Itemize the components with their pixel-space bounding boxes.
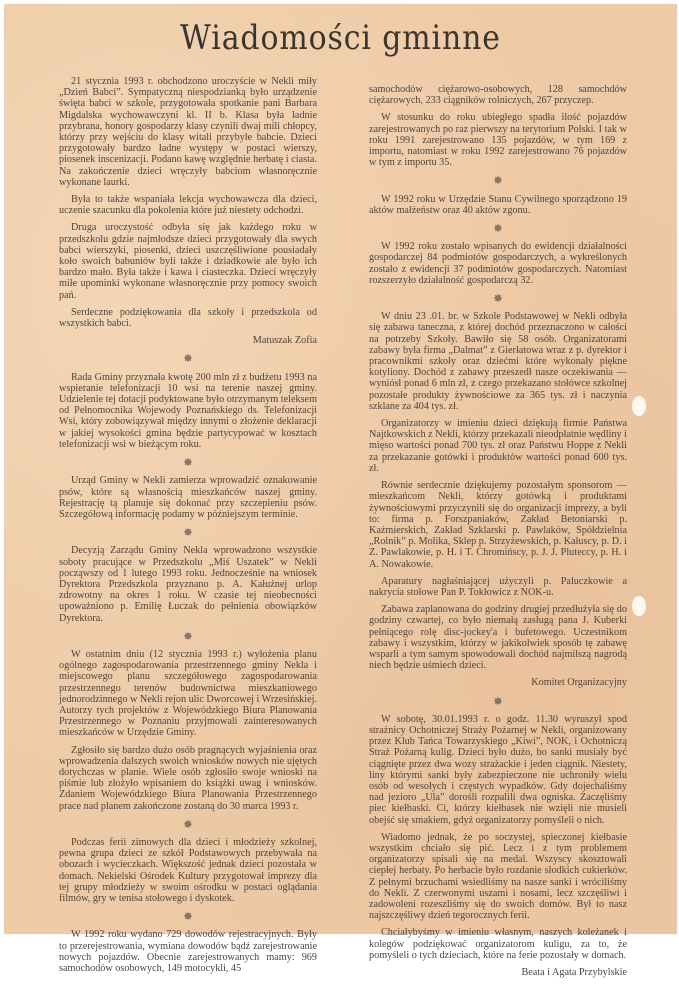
paragraph: 21 stycznia 1993 r. obchodzono uroczyście w Nekli miły „Dzień Babci”. Sympatyczną niespodzianką było urządzenie święta babci w szkole, przygotowała spotkanie pani Barbara Migdalska wychowawczyni kl. II b. Klasa była ładnie przybrana, honory gospodarzy klasy czynili dwaj mili chłopcy, którzy przy wejściu do klasy witali przybyłe babcie. Dzieci przygotowały bardzo ładne występy w postaci wierszy, piosenek inscenizacji. Podano kawę względnie herbatę i ciasta. Na zakończenie dzieci wręczyły babciom własnoręcznie wykonane laurki.: [59, 76, 317, 188]
right-column: [369, 84, 627, 984]
article-telefonizacja: Rada Gminy przyznała kwotę 200 mln zł z budżetu 1993 na wspieranie telefonizacji 10 wsi na terenie naszej gminy. Udzielenie tej dotacji podyktowane było otrzymanym teleksem od Pełnomocnika Wojewody Poznańskiego ds. Telefonizacji Wsi, który zobowiązywał między innymi o złożenie deklaracji w jakiej wysokości gmina będzie partycypować w kosztach telefonizacji wsi w bieżącym roku.: [59, 371, 318, 450]
paragraph: Była to także wspaniała lekcja wychowawcza dla dzieci, uczenie szacunku dla pokolenia które już niestety odchodzi.: [59, 194, 317, 217]
page-title: Wiadomości gminne: [180, 18, 501, 58]
separator-star-icon: ✵: [183, 818, 193, 831]
paragraph: Serdeczne podziękowania dla szkoły i przedszkola od wszystkich babci.: [59, 306, 317, 330]
paragraph: Druga uroczystość odbyła się jak każdego roku w przedszkolu gdzie najmłodsze dzieci przygotowały dla swych babci wierszyki, piosenki, dzieci uszczęśliwione pousiadały koło swoich babuniów byli także i dziadkowie ale było ich bardzo mało. Była także i kawa i ciasteczka. Dzieci wręczyły miłe upominki wykonane własnoręcznie przy pomocy swoich pań.: [59, 222, 317, 301]
paragraph: Organizatorzy w imieniu dzieci dziękują firmie Państwa Najtkowskich z Nekli, którzy przekazali nieodpłatnie wędliny i mięso wartości ponad 700 tys. zł oraz Państwu Hoppe z Nekli za przekazanie gotówki i produktów wartości ponad 600 tys. zł.: [369, 418, 628, 474]
paragraph: W sobotę, 30.01.1993 r. o godz. 11.30 wyruszył spod strażnicy Ochotniczej Straży Pożarnej w Nekli, organizowany przez Klub Tańca Towarzyskiego „Kiwi”, NOK, i Ochotniczą Straż Pożarną kulig. Dzieci było dużo, bo sanki musiały być ciągnięte przez dwa wozy strażackie i jeden ciągnik. Niestety, liny którymi sanki były zabezpieczone nie uchroniły wielu osób od wesołych i częstych wypadków. Gdy dojechaliśmy nad jezioro „Ula” dorośli rozpalili dwa ogniska. Zaczęliśmy piec kiełbaski. Ci, którzy kiełbasek nie wzięli nie musieli obejść się smakiem, gdyż organizatorzy pomyśleli o nich.: [369, 713, 627, 826]
separator-star-icon: ✵: [493, 223, 503, 236]
newspaper-clipping: [4, 4, 677, 979]
separator-star-icon: ✵: [493, 695, 503, 708]
signature: Matuszak Zofia: [252, 335, 317, 347]
separator-star-icon: ✵: [183, 630, 193, 643]
paper-hole: [632, 596, 646, 616]
paragraph: Aparatury nagłaśniającej użyczyli p. Paluczkowie a nakrycia stołowe Pan P. Tokłowicz z NOK-u.: [369, 575, 627, 598]
paragraph: Zabawa zaplanowana do godziny drugiej przedłużyła się do godziny czwartej, co było niemałą zasługą pana J. Kuberki pełniącego rolę disc-jockey'a i bufetowego. Uczestnikom zabawy i wszystkim, którzy w jakikolwiek sposób tę zabawę wsparli a tym samym spowodowali dochód najmilszą nagrodą niech będzie uśmiech dzieci.: [369, 604, 627, 672]
article-plan-zagospodarowania: [59, 649, 317, 812]
signature: Beata i Agata Przybylskie: [521, 967, 627, 979]
article-zabawa-taneczna: [369, 311, 627, 688]
left-column: [59, 76, 317, 980]
signature: Komitet Organizacyjny: [531, 677, 627, 689]
paragraph: Równie serdecznie dziękujemy pozostałym sponsorom — mieszkańcom Nekli, którzy gotówką i produktami żywnościowymi przyczynili się do organizacji imprezy, a byli to: firma p. Forszpaniaków, Zakład Betoniarski p. Kaźmierskich, Zakład Szklarski p. Pawlaków, Spółdzielnia „Rolnik” p. Molika, Sklep p. Strzyżewskich, p. Kałuscy, p. D. i Z. Pawlakowie, p. H. i T. Chromińscy, p. J. J. Pluteccy, p. H. i A. Nowakowie.: [369, 480, 627, 570]
separator-star-icon: ✵: [183, 457, 193, 470]
article-dzien-babci: [59, 76, 317, 346]
separator-star-icon: ✵: [183, 911, 193, 924]
article-ferie: Podczas ferii zimowych dla dzieci i młodzieży szkolnej, pewna grupa dzieci ze szkół Podstawowych przebywała na obozach i wycieczkach. Większość jednak dzieci pozostała w domach. Nekielski Ośrodek Kultury przygotował imprezy dla tej grupy młodzieży w swoim ośrodku w postaci oglądania filmów, gry w tenisa stołowego i dyskotek.: [59, 836, 317, 904]
paragraph: W ostatnim dniu (12 stycznia 1993 r.) wyłożenia planu ogólnego zagospodarowania przestrzennego gminy Nekla i miejscowego planu szczegółowego zagospodarowania przestrzennego terenów budownictwa mieszkaniowego jednorodzinnego w Nekli rejon ulic Dworcowej i Wrzesińskiej. Autorzy tych projektów z Wojewódzkiego Biura Planowania Przestrzennego w Poznaniu przyjmowali zainteresowanych mieszkańców w Urzędzie Gminy.: [59, 648, 317, 739]
paragraph: Zgłosiło się bardzo dużo osób pragnących wyjaśnienia oraz wprowadzenia dalszych swoich wniosków nowych nie ujętych dotychczas w planie. Wiele osób zgłosiło swoje wnioski na piśmie lub złożyło wpisaniem do książki uwag i wniosków. Zdaniem Wojewódzkiego Biura Planowania Przestrzennego prace nad planem zakończone zostaną do 30 marca 1993 r.: [59, 744, 317, 812]
article-usc: W 1992 roku w Urzędzie Stanu Cywilnego sporządzono 19 aktów małżeństw oraz 40 aktów zgonu.: [369, 193, 627, 216]
article-kulig: [369, 714, 627, 978]
paragraph: Wiadomo jednak, że po soczystej, spieczonej kiełbasie wszystkim chciało się pić. Lecz i z tym problemem organizatorzy spisali się na medal. Wszyscy skosztowali ciepłej herbaty. Po herbacie było rozdanie słodkich cukierków. Z pełnymi brzuchami wsiedliśmy na nasze sanki i wróciliśmy do Nekli. Z czerwonymi uszami i nosami, lecz szczęśliwi i zadowoleni rozeszliśmy się do swoich domów. Był to nasz najszczęśliwy dzień tegorocznych ferii.: [369, 831, 627, 922]
article-rejestracja-pojazdow: W 1992 roku wydano 729 dowodów rejestracyjnych. Były to przerejestrowania, wymiana dowodów bądź zarejestrowanie nowych pojazdów. Obecnie zarejestrowanych mamy: 969 samochodów osobowych, 149 motocykli, 45: [59, 929, 317, 975]
separator-star-icon: ✵: [493, 293, 503, 306]
separator-star-icon: ✵: [183, 527, 193, 540]
separator-star-icon: ✵: [183, 353, 193, 366]
paper-hole: [632, 396, 646, 416]
article-oznakowanie-psow: Urząd Gminy w Nekli zamierza wprowadzić oznakowanie psów, które są własnością mieszkańców naszej gminy. Rejestrację tą planuje się dokonać przy szczepieniu psów. Szczegółową informację podamy w późniejszym terminie.: [59, 475, 317, 520]
separator-star-icon: ✵: [493, 175, 503, 188]
paragraph: Chciałybyśmy w imieniu własnym, naszych koleżanek i kolegów podziękować organizatorom kuligu, za to, że pomyśleli o tych dzieciach, które na ferie pozostały w domach.: [369, 927, 627, 961]
article-dzialalnosc-gospodarcza: W 1992 roku zostało wpisanych do ewidencji działalności gospodarczej 84 podmiotów gospodarczych, a wykreślonych zostało z ewidencji 37 podmiotów gospodarczych. Natomiast rozszerzyło działalność gospodarczą 32.: [369, 241, 627, 286]
paragraph: W dniu 23 .01. br. w Szkole Podstawowej w Nekli odbyła się zabawa taneczna, z której dochód przeznaczono w całości na potrzeby Szkoły. Bawiło się 58 osób. Organizatorami zabawy była firma „Dalmat” z Gierłatowa wraz z p. dyrektor i pracownikmi szkoły oraz dziećmi które wykonały piękne kotyliony. Dochód z zabawy przeszedł nasze oczekiwania — wyniósł ponad 6 mln zł, z czego przekazano stołówce szkolnej pozostałe produkty żywnościowe za 365 tys. zł i naczynia szklane za 404 tys. zł.: [369, 311, 627, 412]
paragraph: W stosunku do roku ubiegłego spadła ilość pojazdów zarejestrowanych po raz pierwszy na terytorium Polski. I tak w roku 1991 zarejestrowano 135 pojazdów, w tym 169 z importu, natomiast w roku 1992 zarejestrowano 76 pojazdów w tym z importu 35.: [369, 112, 627, 169]
article-przedszkole: Decyzją Zarządu Gminy Nekla wprowadzono wszystkie soboty pracujące w Przedszkolu „Miś Uszatek” w Nekli począwszy od 1 lutego 1993 roku. Jednocześnie na wniosek Dyrektora Przedszkola przyznano p. A. Kałużnej urlop zdrowotny na okres 1 roku. W czasie tej nieobecności upoważniono p. Emilię Łuczak do pełnienia obowiązków Dyrektora.: [59, 545, 317, 624]
article-rejestracja-pojazdow-cont: samochodów ciężarowo-osobowych, 128 samochdów ciężarowych, 233 ciągników rolniczych, 267 przyczep.: [369, 84, 627, 107]
